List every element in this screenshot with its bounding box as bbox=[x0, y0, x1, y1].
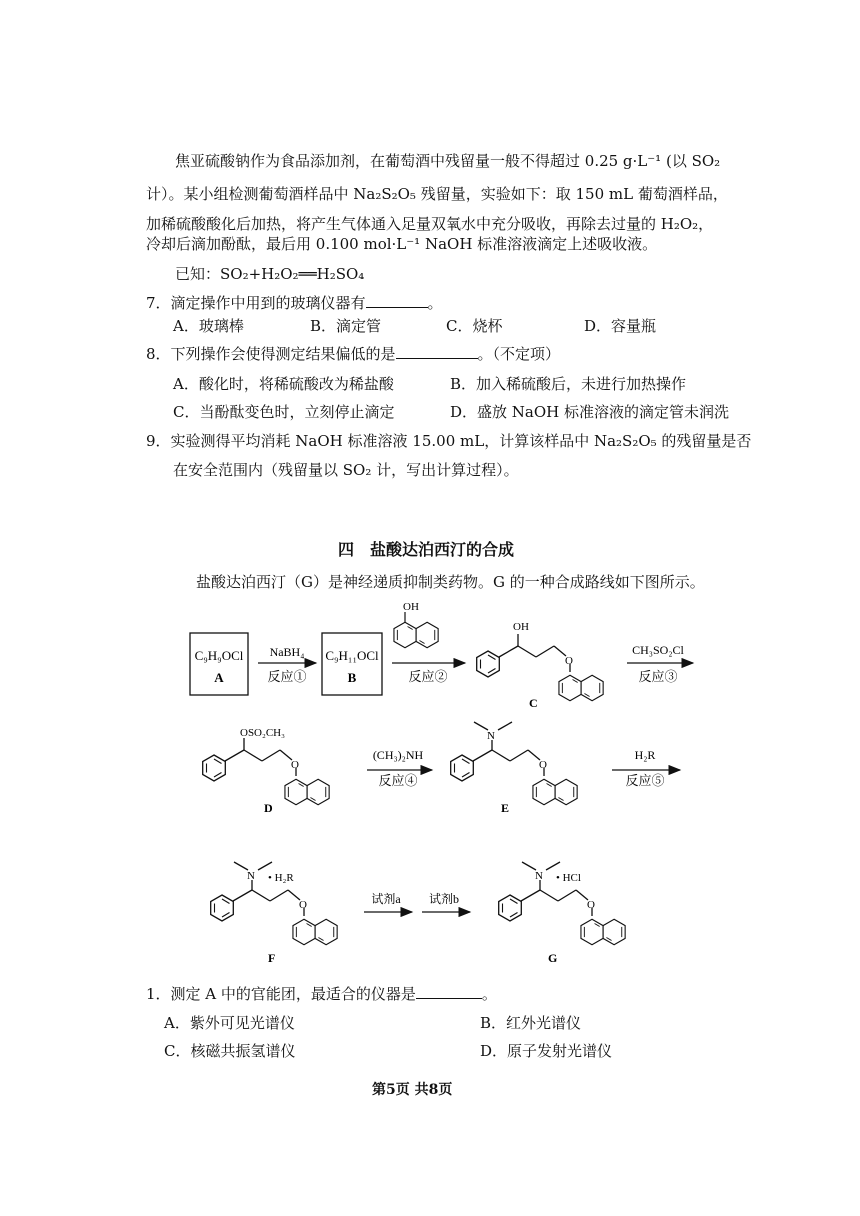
reaction-1-label: 反应① bbox=[267, 669, 307, 684]
compound-d-structure bbox=[203, 738, 329, 805]
reaction-1-reagent: NaBH₄ bbox=[269, 645, 305, 659]
question-8 bbox=[146, 344, 560, 364]
q7-stem: 7．滴定操作中用到的玻璃仪器有 bbox=[146, 294, 366, 312]
passage-line-1: 焦亚硫酸钠作为食品添加剂，在葡萄酒中残留量一般不得超过 0.25 g·L⁻¹ (以 SO₂ bbox=[175, 152, 721, 170]
passage-line-4: 冷却后滴加酚酞，最后用 0.100 mol·L⁻¹ NaOH 标准溶液滴定上述吸收液。 bbox=[146, 235, 658, 253]
compound-e-label: E bbox=[501, 801, 510, 815]
compound-d-label: D bbox=[264, 801, 273, 815]
q8-stem: 8．下列操作会使得测定结果偏低的是 bbox=[146, 345, 396, 363]
q1-end: 。 bbox=[481, 985, 497, 1003]
q8-option-d: D．盛放 NaOH 标准溶液的滴定管未润洗 bbox=[450, 403, 730, 421]
question-1 bbox=[146, 984, 497, 1004]
reaction-3-reagent: CH₃SO₂Cl bbox=[632, 643, 684, 657]
q7-option-c: C．烧杯 bbox=[446, 317, 503, 335]
compound-f-o: O bbox=[299, 899, 307, 911]
reaction-5-label: 反应⑤ bbox=[625, 773, 665, 788]
section-title: 四 盐酸达泊西汀的合成 bbox=[338, 540, 515, 559]
compound-f-salt: • H₂R bbox=[268, 872, 294, 884]
compound-g-salt: • HCl bbox=[556, 872, 581, 884]
compound-a-box bbox=[190, 633, 248, 695]
compound-b-box bbox=[322, 633, 382, 695]
compound-a-label: A bbox=[214, 670, 224, 685]
compound-f-label: F bbox=[268, 951, 276, 965]
reaction-4-reagent: (CH₃)₂NH bbox=[372, 748, 424, 762]
q7-option-b: B．滴定管 bbox=[310, 317, 382, 335]
question-9-line-2: 在安全范围内（残留量以 SO₂ 计，写出计算过程）。 bbox=[173, 461, 519, 479]
question-7 bbox=[146, 293, 443, 313]
passage-line-3: 加稀硫酸酸化后加热，将产生气体通入足量双氧水中充分吸收，再除去过量的 H₂O₂， bbox=[146, 215, 714, 233]
naphthol-oh: OH bbox=[403, 601, 419, 613]
q8-end: 。（不定项） bbox=[477, 345, 561, 363]
reaction-3-label: 反应③ bbox=[638, 669, 678, 684]
compound-f-n: N bbox=[247, 870, 255, 882]
compound-d-o: O bbox=[291, 759, 299, 771]
reaction-4-label: 反应④ bbox=[378, 773, 418, 788]
compound-e-o: O bbox=[539, 759, 547, 771]
page-footer: 第5页 共8页 bbox=[372, 1082, 453, 1098]
compound-b-label: B bbox=[347, 670, 357, 685]
compound-c-o: O bbox=[565, 655, 573, 667]
question-9-line-1: 9．实验测得平均消耗 NaOH 标准溶液 15.00 mL，计算该样品中 Na₂S₂O₅ 的残留量是否 bbox=[146, 432, 752, 450]
compound-e-structure bbox=[451, 722, 577, 805]
compound-g-o: O bbox=[587, 899, 595, 911]
synthesis-scheme bbox=[0, 590, 860, 1010]
compound-c-label: C bbox=[529, 696, 538, 710]
reagent-a-label: 试剂a bbox=[371, 892, 401, 906]
naphthol-reagent bbox=[394, 601, 438, 648]
q8-option-c: C．当酚酞变色时，立刻停止滴定 bbox=[173, 403, 395, 421]
q1-stem: 1．测定 A 中的官能团，最适合的仪器是 bbox=[146, 985, 416, 1003]
compound-c-structure bbox=[477, 634, 603, 701]
q1-option-c: C．核磁共振氢谱仪 bbox=[164, 1042, 296, 1060]
passage-line-2: 计）。某小组检测葡萄酒样品中 Na₂S₂O₅ 残留量，实验如下：取 150 mL 葡萄酒样品， bbox=[146, 185, 728, 203]
reaction-2-label: 反应② bbox=[408, 669, 448, 684]
q8-option-b: B．加入稀硫酸后，未进行加热操作 bbox=[450, 375, 687, 393]
q1-option-a: A．紫外可见光谱仪 bbox=[164, 1014, 295, 1032]
compound-a-formula: C₉H₉OCl bbox=[194, 648, 244, 663]
q7-option-a: A．玻璃棒 bbox=[173, 317, 244, 335]
q7-option-d: D．容量瓶 bbox=[584, 317, 657, 335]
compound-e-n: N bbox=[487, 730, 495, 742]
q1-option-b: B．红外光谱仪 bbox=[480, 1014, 582, 1032]
compound-b-formula: C₉H₁₁OCl bbox=[325, 648, 379, 663]
compound-g-label: G bbox=[548, 951, 558, 965]
section-intro: 盐酸达泊西汀（G）是神经递质抑制类药物。G 的一种合成路线如下图所示。 bbox=[196, 573, 705, 591]
q7-end: 。 bbox=[427, 294, 443, 312]
q1-answer-blank[interactable] bbox=[416, 984, 482, 999]
reaction-5-reagent: H₂R bbox=[634, 748, 656, 762]
compound-c-oh: OH bbox=[513, 621, 529, 633]
known-equation: 已知：SO₂+H₂O₂══H₂SO₄ bbox=[175, 265, 365, 283]
compound-g-n: N bbox=[535, 870, 543, 882]
compound-d-group: OSO₂CH₃ bbox=[240, 727, 285, 739]
q1-option-d: D．原子发射光谱仪 bbox=[480, 1042, 613, 1060]
q8-option-a: A．酸化时，将稀硫酸改为稀盐酸 bbox=[173, 375, 394, 393]
q7-answer-blank[interactable] bbox=[366, 293, 428, 308]
reagent-b-label: 试剂b bbox=[428, 892, 460, 906]
q8-answer-blank[interactable] bbox=[396, 344, 478, 359]
